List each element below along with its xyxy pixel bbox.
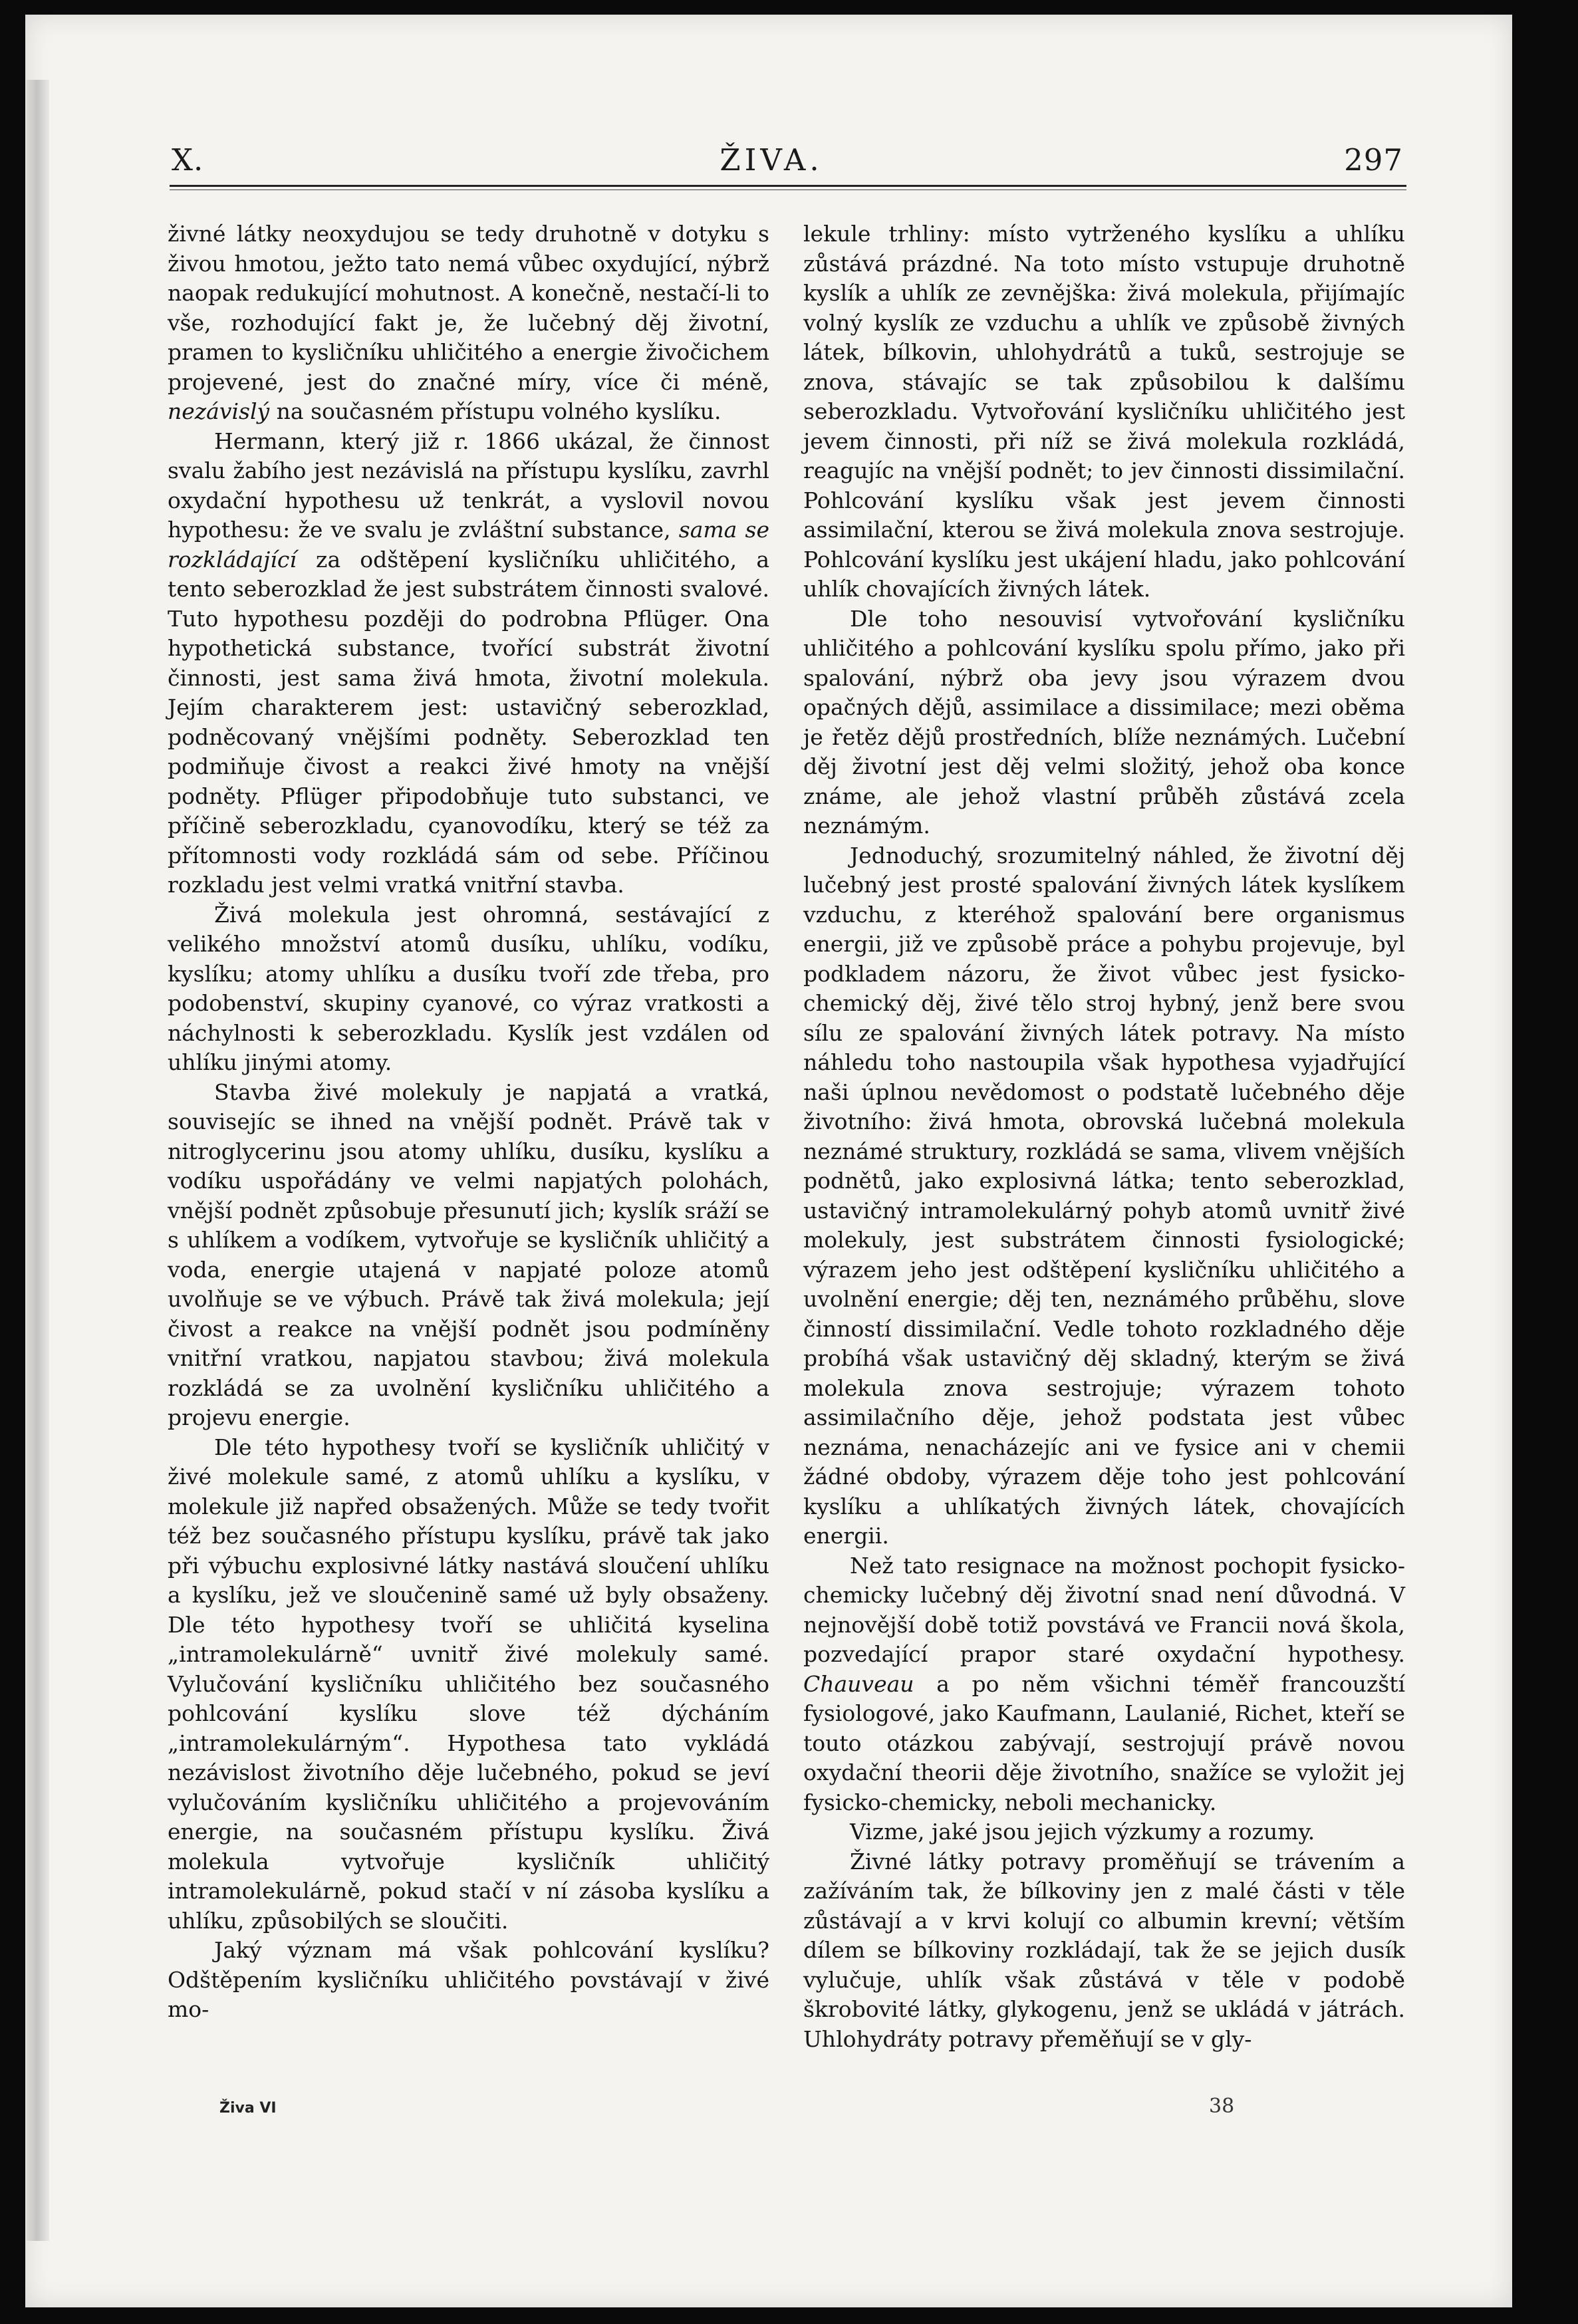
right-column (803, 219, 1405, 2054)
footer-sheet-number: 38 (1209, 2095, 1235, 2118)
paragraph-text: Jednoduchý, srozumitelný náhled, že životní děj lučebný jest prosté spalování živných látek kyslíkem vzduchu, z kteréhož spalování bere organismus energii, již ve způsobě práce a pohybu projevuje, byl podkladem názoru, že život vůbec jest fysicko-chemický děj, živé tělo stroj hybný, jenž bere svou sílu ze spalování živných látek potravy. Na místo náhledu toho nastoupila však hypothesa vyjadřující naši úplnou nevědomost o podstatě lučebného děje životního: živá hmota, obrovská lučebná molekula neznámé struktury, rozkládá se sama, vlivem vnějších podnětů, jako explosivná látka; tento seberozklad, ustavičný intramolekulárný pohyb atomů uvnitř živé molekuly, jest substrátem činnosti fysiologické; výrazem jeho jest odštěpení kysličníku uhličitého a uvolnění energie; děj ten, neznámého průběhu, slove činností dissimilační. Vedle tohoto rozkladného děje probíhá však ustavičný děj skladný, kterým se živá molekula znova sestrojuje; výrazem tohoto assimilačního děje, jehož podstata jest vůbec neznáma, nenacházejíc ani ve fysice ani v chemii žádné obdoby, výrazem děje toho jest pohlcování kyslíku a uhlíkatých živných látek, chovajících energii. (803, 842, 1405, 1549)
binding-shadow (27, 80, 49, 2241)
emphasis-text: Chauveau (803, 1670, 914, 1697)
paragraph-text: živné látky neoxydujou se tedy druhotně v dotyku s živou hmotou, ježto tato nemá vůbec oxydující, nýbrž naopak redukující mohutnost. A konečně, nestačí-li to vše, rozhodující fakt je, že lučebný děj životní, pramen to kysličníku uhličitého a energie živočichem projevené, jest do značné míry, více či méně, (168, 221, 769, 395)
header-journal-title: ŽIVA. (720, 142, 823, 178)
paragraph-text: Stavba živé molekuly je napjatá a vratká, souvisejíc se ihned na vnější podnět. Právě tak v nitroglycerinu jsou atomy uhlíku, dusíku, kyslíku a vodíku uspořádány ve velmi napjatých polohách, vnější podnět způsobuje přesunutí jich; kyslík sráží se s uhlíkem a vodíkem, vytvořuje se kysličník uhličitý a voda, energie utajená v napjaté poloze atomů uvolňuje se ve výbuch. Právě tak živá molekula; její čivost a reakce na vnější podnět jsou podmíněny vnitřní vratkou, napjatou stavbou; živá molekula rozkládá se za uvolnění kysličníku uhličitého a projevu energie. (168, 1079, 769, 1430)
paragraph-text: Dle toho nesouvisí vytvořování kysličníku uhličitého a pohlcování kyslíku spolu přímo, jako při spalování, nýbrž oba jevy jsou výrazem dvou opačných dějů, assimilace a dissimilace; mezi oběma je řetěz dějů prostředních, blíže neznámých. Lučební děj životní jest děj velmi složitý, jehož oba konce známe, ale jehož vlastní průběh zůstává zcela neznámým. (803, 605, 1405, 839)
paragraph-text: Vizme, jaké jsou jejich výzkumy a rozumy. (850, 1819, 1315, 1845)
paragraph-text: lekule trhliny: místo vytrženého kyslíku a uhlíku zůstává prázdné. Na toto místo vstupuje druhotně kyslík a uhlík ze zevnějška: živá molekula, přijímajíc volný kyslík ze vzduchu a uhlík ve způsobě živných látek, bílkovin, uhlohydrátů a tuků, sestrojuje se znova, stávajíc se tak způsobilou k dalšímu seberozkladu. Vytvořování kysličníku uhličitého jest jevem činnosti, při níž se živá molekula rozkládá, reagujíc na vnější podnět; to jev činnosti dissimilační. Pohlcování kyslíku však jest jevem činnosti assimilační, kterou se živá molekula znova sestrojuje. Pohlcování kyslíku jest ukájení hladu, jako pohlcování uhlík chovajících živných látek. (803, 221, 1405, 602)
paragraph-text: Dle této hypothesy tvoří se kysličník uhličitý v živé molekule samé, z atomů uhlíku a kyslíku, v molekule již napřed obsažených. Může se tedy tvořit též bez současného přístupu kyslíku, právě tak jako při výbuchu explosivné látky nastává sloučení uhlíku a kyslíku, jež ve sloučenině samé už byly obsaženy. Dle této hypothesy tvoří se uhličitá kyselina „intramolekulárně“ uvnitř živé molekuly samé. Vylučování kysličníku uhličitého bez současného pohlcování kyslíku slove též dýcháním „intramolekulárným“. Hypothesa tato vykládá nezávislost životního děje lučebného, pokud se jeví vylučováním kysličníku uhličitého a projevováním energie, na současném přístupu kyslíku. Živá molekula vytvořuje kysličník uhličitý intramolekulárně, pokud stačí v ní zásoba kyslíku a uhlíku, způsobilých se sloučiti. (168, 1434, 769, 1934)
paragraph-text-after: a po něm všichni téměř francouzští fysiologové, jako Kaufmann, Laulanié, Richet, kteří se touto otázkou zabývají, sestrojují právě novou oxydační theorii děje životního, snažíce se vyložit jej fysicko-chemicky, neboli mechanicky. (803, 1670, 1405, 1815)
paragraph (803, 1817, 1405, 1847)
paragraph (168, 1078, 769, 1433)
paragraph (168, 1936, 769, 2025)
header-rule (170, 185, 1406, 187)
paragraph (803, 1847, 1405, 2055)
left-column (168, 219, 769, 2025)
emphasis-text: nezávislý (168, 398, 270, 424)
paragraph (168, 900, 769, 1078)
paragraph (168, 1433, 769, 1936)
paragraph (803, 604, 1405, 841)
paragraph (803, 1551, 1405, 1818)
header-page-number: 297 (1344, 142, 1403, 178)
paragraph (803, 219, 1405, 604)
running-header (140, 132, 1403, 178)
paragraph-text: Živné látky potravy proměňují se trávením a zažíváním tak, že bílkoviny jen z malé části v těle zůstávají a v krvi kolují co albumin krevní; větším dílem se bílkoviny rozkládají, tak že se jejich dusík vylučuje, uhlík však zůstává v těle v podobě škrobovité látky, glykogenu, jenž se ukládá v játrách. Uhlohydráty potravy přeměňují se v gly- (803, 1848, 1405, 2052)
paragraph (168, 219, 769, 427)
paragraph (168, 427, 769, 900)
paragraph (803, 841, 1405, 1551)
paragraph-text-after: na současném přístupu volného kyslíku. (269, 398, 722, 424)
footer-signature: Živa VI (219, 2100, 277, 2117)
header-volume: X. (172, 142, 204, 178)
paragraph-text-after: za odštěpení kysličníku uhličitého, a tento seberozklad že jest substrátem činnosti svalové. Tuto hypothesu později do podrobna Pflüger. Ona hypothetická substance, tvořící substrát životní činnosti, jest sama živá hmota, životní molekula. Jejím charakterem jest: ustavičný seberozklad, podněcovaný vnějšími podněty. Seberozklad ten podmiňuje čivost a reakci živé hmoty na vnější podněty. Pflüger připodobňuje tuto substanci, ve příčině seberozkladu, cyanovodíku, který se též za přítomnosti vody rozkládá sám od sebe. Příčinou rozkladu jest velmi vratká vnitřní stavba. (168, 546, 769, 898)
emphasis-text: sama se rozkládající (168, 517, 770, 573)
paragraph-text: Živá molekula jest ohromná, sestávající z velikého množství atomů dusíku, uhlíku, vodíku, kyslíku; atomy uhlíku a dusíku tvoří zde třeba, pro podobenství, skupiny cyanové, co výraz vratkosti a náchylnosti k seberozkladu. Kyslík jest vzdálen od uhlíku jinými atomy. (168, 901, 769, 1075)
paragraph-text: Jaký význam má však pohlcování kyslíku? Odštěpením kysličníku uhličitého povstávají v živé mo- (168, 1937, 769, 2022)
paragraph-text: Hermann, který již r. 1866 ukázal, že činnost svalu žabího jest nezávislá na přístupu kyslíku, zavrhl oxydační hypothesu už tenkrát, a vyslovil novou hypothesu: že ve svalu je zvláštní substance, (168, 428, 769, 543)
paragraph-text: Než tato resignace na možnost pochopit fysicko-chemicky lučebný děj životní snad není důvodná. V nejnovější době totiž povstává ve Francii nová škola, pozvedající prapor staré oxydační hypothesy. (803, 1552, 1405, 1667)
